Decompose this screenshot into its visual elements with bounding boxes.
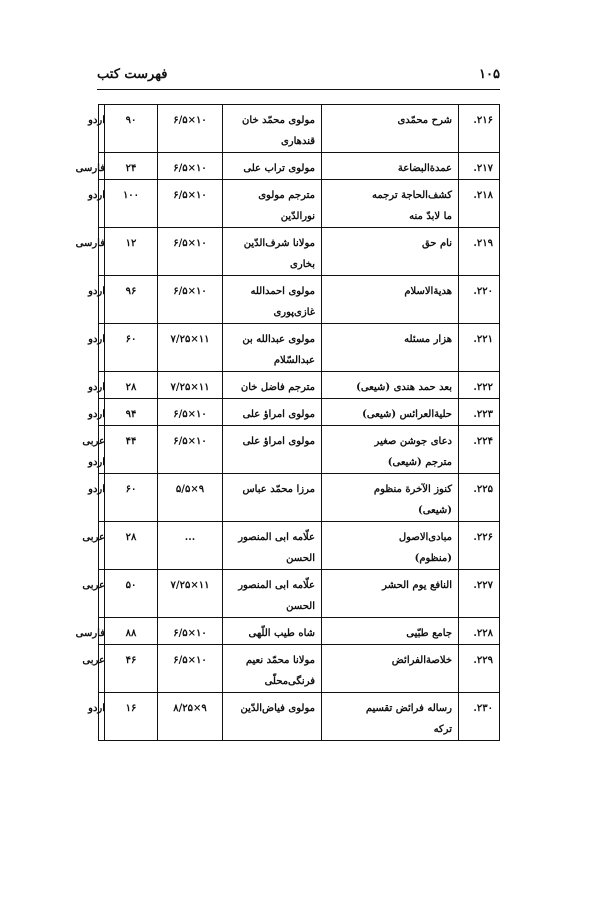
cell-serial-number-text: ۲۱۷.	[473, 163, 493, 174]
cell-book-title-line: کنوز الآخرة منظوم	[373, 484, 452, 495]
cell-book-title	[322, 372, 459, 399]
cell-serial-number	[459, 618, 500, 645]
cell-author-line: مولوی امراؤ علی	[242, 409, 315, 420]
cell-book-title-line: مبادی‌الاصول	[398, 532, 452, 543]
cell-pages	[105, 372, 158, 399]
cell-author	[223, 153, 322, 180]
cell-size-text: ۷/۲۵×۱۱	[170, 580, 210, 591]
cell-book-title	[322, 324, 459, 372]
cell-serial-number-text: ۲۲۰.	[473, 286, 493, 297]
cell-author-line: علّامه ابی المنصور	[238, 532, 315, 543]
cell-book-title-line: نام حق	[421, 238, 452, 249]
cell-author	[223, 645, 322, 693]
cell-book-title	[322, 105, 459, 153]
cell-size	[158, 324, 223, 372]
table-row	[99, 228, 500, 276]
cell-pages	[105, 153, 158, 180]
cell-book-title-line: عمدةالبضاعة	[397, 163, 452, 174]
cell-author	[223, 522, 322, 570]
cell-author-line: بخاری	[290, 259, 315, 270]
cell-size	[158, 105, 223, 153]
cell-author-line: مولانا شرف‌الدّین	[243, 238, 315, 249]
cell-book-title-line: ترکه	[433, 724, 452, 735]
cell-author-line: شاه طیب اللّهی	[248, 628, 315, 639]
cell-book-title	[322, 618, 459, 645]
cell-size-text: ۶/۵×۱۰	[173, 628, 207, 639]
cell-book-title-line: هزار مسئله	[404, 334, 452, 345]
cell-serial-number-text: ۲۱۶.	[473, 115, 493, 126]
table-row	[99, 180, 500, 228]
cell-pages-text: ۲۴	[125, 163, 137, 174]
cell-size-text: ۷/۲۵×۱۱	[170, 334, 210, 345]
cell-serial-number	[459, 693, 500, 741]
cell-language: عربی	[99, 645, 105, 693]
table-row	[99, 399, 500, 426]
cell-book-title	[322, 276, 459, 324]
cell-book-title	[322, 522, 459, 570]
cell-size-text: ۶/۵×۱۰	[173, 286, 207, 297]
cell-pages	[105, 228, 158, 276]
cell-size	[158, 474, 223, 522]
cell-serial-number-text: ۲۲۳.	[473, 409, 493, 420]
cell-book-title-line: حلیةالعرائس (شیعی)	[362, 409, 452, 420]
cell-book-title	[322, 645, 459, 693]
cell-size-text: ۶/۵×۱۰	[173, 190, 207, 201]
cell-author-line: الحسن	[286, 553, 315, 564]
cell-serial-number-text: ۲۲۱.	[473, 334, 493, 345]
cell-size	[158, 618, 223, 645]
cell-book-title-line: بعد حمد هندی (شیعی)	[356, 382, 452, 393]
cell-size-text: ۶/۵×۱۰	[173, 115, 207, 126]
cell-serial-number	[459, 180, 500, 228]
cell-pages-text: ۶۰	[125, 484, 137, 495]
table-row	[99, 645, 500, 693]
cell-author	[223, 105, 322, 153]
cell-author-line: نورالدّین	[280, 211, 315, 222]
table-row	[99, 570, 500, 618]
cell-serial-number	[459, 105, 500, 153]
cell-author-line: مولوی محمّد خان	[242, 115, 315, 126]
cell-author-line: عبدالسّلام	[273, 355, 315, 366]
header-rule	[97, 89, 500, 90]
table-row	[99, 105, 500, 153]
cell-book-title	[322, 153, 459, 180]
cell-author-line: الحسن	[286, 601, 315, 612]
cell-serial-number	[459, 372, 500, 399]
cell-size-text: ۷/۲۵×۱۱	[170, 382, 210, 393]
cell-serial-number	[459, 645, 500, 693]
cell-language: فارسی	[99, 153, 105, 180]
cell-book-title	[322, 426, 459, 474]
cell-pages	[105, 570, 158, 618]
table-row	[99, 522, 500, 570]
cell-size-text: ۵/۵×۹	[175, 484, 205, 495]
cell-book-title-line: هدیةالاسلام	[404, 286, 452, 297]
cell-author	[223, 324, 322, 372]
cell-author-line: مولوی عبدالله بن	[242, 334, 315, 345]
cell-book-title	[322, 693, 459, 741]
cell-serial-number	[459, 570, 500, 618]
table-row	[99, 324, 500, 372]
cell-author-line: مولوی فیاض‌الدّین	[240, 703, 315, 714]
cell-book-title	[322, 180, 459, 228]
cell-book-title-line: مترجم (شیعی)	[387, 457, 452, 468]
cell-size	[158, 645, 223, 693]
cell-pages	[105, 426, 158, 474]
cell-serial-number-text: ۲۱۸.	[473, 190, 493, 201]
cell-pages-text: ۹۶	[125, 286, 137, 297]
cell-size-text: ۶/۵×۱۰	[173, 238, 207, 249]
cell-pages	[105, 645, 158, 693]
cell-serial-number-text: ۲۲۷.	[473, 580, 493, 591]
cell-pages	[105, 474, 158, 522]
cell-book-title	[322, 399, 459, 426]
table-row	[99, 153, 500, 180]
cell-language: اردو	[99, 105, 105, 153]
cell-book-title-line: (شیعی)	[417, 505, 452, 516]
cell-serial-number-text: ۲۲۲.	[473, 382, 493, 393]
cell-author-line: مرزا محمّد عباس	[242, 484, 315, 495]
cell-pages-text: ۴۴	[125, 436, 137, 447]
cell-author	[223, 276, 322, 324]
cell-language: اردو	[99, 693, 105, 741]
cell-serial-number	[459, 426, 500, 474]
cell-serial-number	[459, 324, 500, 372]
cell-size	[158, 522, 223, 570]
cell-author-line: علّامه ابی المنصور	[238, 580, 315, 591]
cell-language: اردو	[99, 372, 105, 399]
cell-size	[158, 228, 223, 276]
cell-size	[158, 570, 223, 618]
cell-pages-text: ۲۸	[125, 382, 137, 393]
cell-pages-text: ۲۸	[125, 532, 137, 543]
cell-book-title	[322, 228, 459, 276]
cell-pages-text: ۱۶	[125, 703, 137, 714]
cell-author	[223, 228, 322, 276]
cell-author	[223, 180, 322, 228]
cell-author	[223, 570, 322, 618]
cell-serial-number	[459, 228, 500, 276]
cell-serial-number-text: ۲۲۴.	[473, 436, 493, 447]
cell-author	[223, 426, 322, 474]
cell-serial-number-text: ۲۲۹.	[473, 655, 493, 666]
cell-pages	[105, 399, 158, 426]
cell-author-line: مولوی امراؤ علی	[242, 436, 315, 447]
cell-pages-text: ۵۰	[125, 580, 137, 591]
cell-pages	[105, 618, 158, 645]
cell-book-title-line: شرح محمّدی	[397, 115, 452, 126]
cell-author-line: مترجم مولوی	[258, 190, 315, 201]
cell-book-title-line: کشف‌الحاجة ترجمه	[371, 190, 452, 201]
cell-pages	[105, 693, 158, 741]
table-row	[99, 276, 500, 324]
cell-size-text: ۶/۵×۱۰	[173, 655, 207, 666]
cell-author-line: قندهاری	[280, 136, 315, 147]
cell-pages	[105, 324, 158, 372]
cell-size-text: ۶/۵×۱۰	[173, 409, 207, 420]
table-row	[99, 372, 500, 399]
cell-size-text: ...	[184, 532, 196, 543]
cell-pages-text: ۴۶	[125, 655, 137, 666]
cell-pages-text: ۹۰	[125, 115, 137, 126]
cell-author	[223, 618, 322, 645]
page-number: ۱۰۵	[479, 66, 500, 82]
cell-author	[223, 399, 322, 426]
cell-language: اردو	[99, 276, 105, 324]
table-row	[99, 426, 500, 474]
cell-serial-number-text: ۲۲۸.	[473, 628, 493, 639]
cell-pages-text: ۹۴	[125, 409, 137, 420]
cell-author-line: مولانا محمّد نعیم	[245, 655, 315, 666]
cell-pages-text: ۶۰	[125, 334, 137, 345]
books-table-body	[75, 105, 500, 741]
cell-language: فارسی	[99, 228, 105, 276]
page-header	[97, 63, 500, 85]
cell-language: اردو	[99, 324, 105, 372]
cell-book-title	[322, 474, 459, 522]
cell-pages	[105, 522, 158, 570]
cell-size	[158, 372, 223, 399]
cell-book-title-line: دعای جوشن صغیر	[374, 436, 452, 447]
cell-language: عربی	[99, 570, 105, 618]
cell-language: عربی اردو	[99, 426, 105, 474]
cell-language: عربی	[99, 522, 105, 570]
cell-book-title	[322, 570, 459, 618]
cell-book-title-line: خلاصةالفرائض	[391, 655, 452, 666]
cell-size	[158, 399, 223, 426]
cell-author	[223, 474, 322, 522]
cell-author-line: مترجم فاضل خان	[240, 382, 315, 393]
cell-size	[158, 153, 223, 180]
cell-serial-number	[459, 522, 500, 570]
cell-language: فارسی	[99, 618, 105, 645]
cell-size	[158, 426, 223, 474]
cell-language: اردو	[99, 474, 105, 522]
cell-serial-number-text: ۲۳۰.	[473, 703, 493, 714]
cell-book-title-line: ما لابدّ منه	[409, 211, 452, 222]
cell-size	[158, 693, 223, 741]
cell-language: اردو	[99, 180, 105, 228]
cell-book-title-line: رساله فرائض تقسیم	[365, 703, 452, 714]
books-table	[75, 104, 500, 741]
cell-serial-number-text: ۲۲۶.	[473, 532, 493, 543]
cell-book-title-line: النافع یوم الحشر	[382, 580, 452, 591]
page-title: فهرست کتب	[97, 66, 168, 82]
cell-serial-number	[459, 153, 500, 180]
cell-pages	[105, 105, 158, 153]
cell-serial-number	[459, 276, 500, 324]
table-row	[99, 693, 500, 741]
cell-serial-number	[459, 399, 500, 426]
cell-pages-text: ۱۰۰	[122, 190, 140, 201]
cell-size-text: ۸/۲۵×۹	[173, 703, 207, 714]
cell-pages-text: ۸۸	[125, 628, 137, 639]
cell-book-title-line: (منظوم)	[414, 553, 452, 564]
table-row	[99, 474, 500, 522]
cell-author-line: مولوی احمدالله	[250, 286, 315, 297]
cell-size	[158, 276, 223, 324]
table-row	[99, 618, 500, 645]
cell-author-line: غازی‌پوری	[273, 307, 315, 318]
cell-pages	[105, 276, 158, 324]
cell-author-line: فرنگی‌محلّی	[264, 676, 315, 687]
cell-pages-text: ۱۲	[125, 238, 137, 249]
cell-serial-number-text: ۲۱۹.	[473, 238, 493, 249]
cell-author	[223, 372, 322, 399]
cell-serial-number	[459, 474, 500, 522]
cell-author	[223, 693, 322, 741]
cell-author-line: مولوی تراب علی	[243, 163, 315, 174]
cell-size-text: ۶/۵×۱۰	[173, 436, 207, 447]
cell-language: اردو	[99, 399, 105, 426]
cell-size-text: ۶/۵×۱۰	[173, 163, 207, 174]
cell-book-title-line: جامع طبّیی	[406, 628, 452, 639]
cell-serial-number-text: ۲۲۵.	[473, 484, 493, 495]
cell-size	[158, 180, 223, 228]
cell-pages	[105, 180, 158, 228]
